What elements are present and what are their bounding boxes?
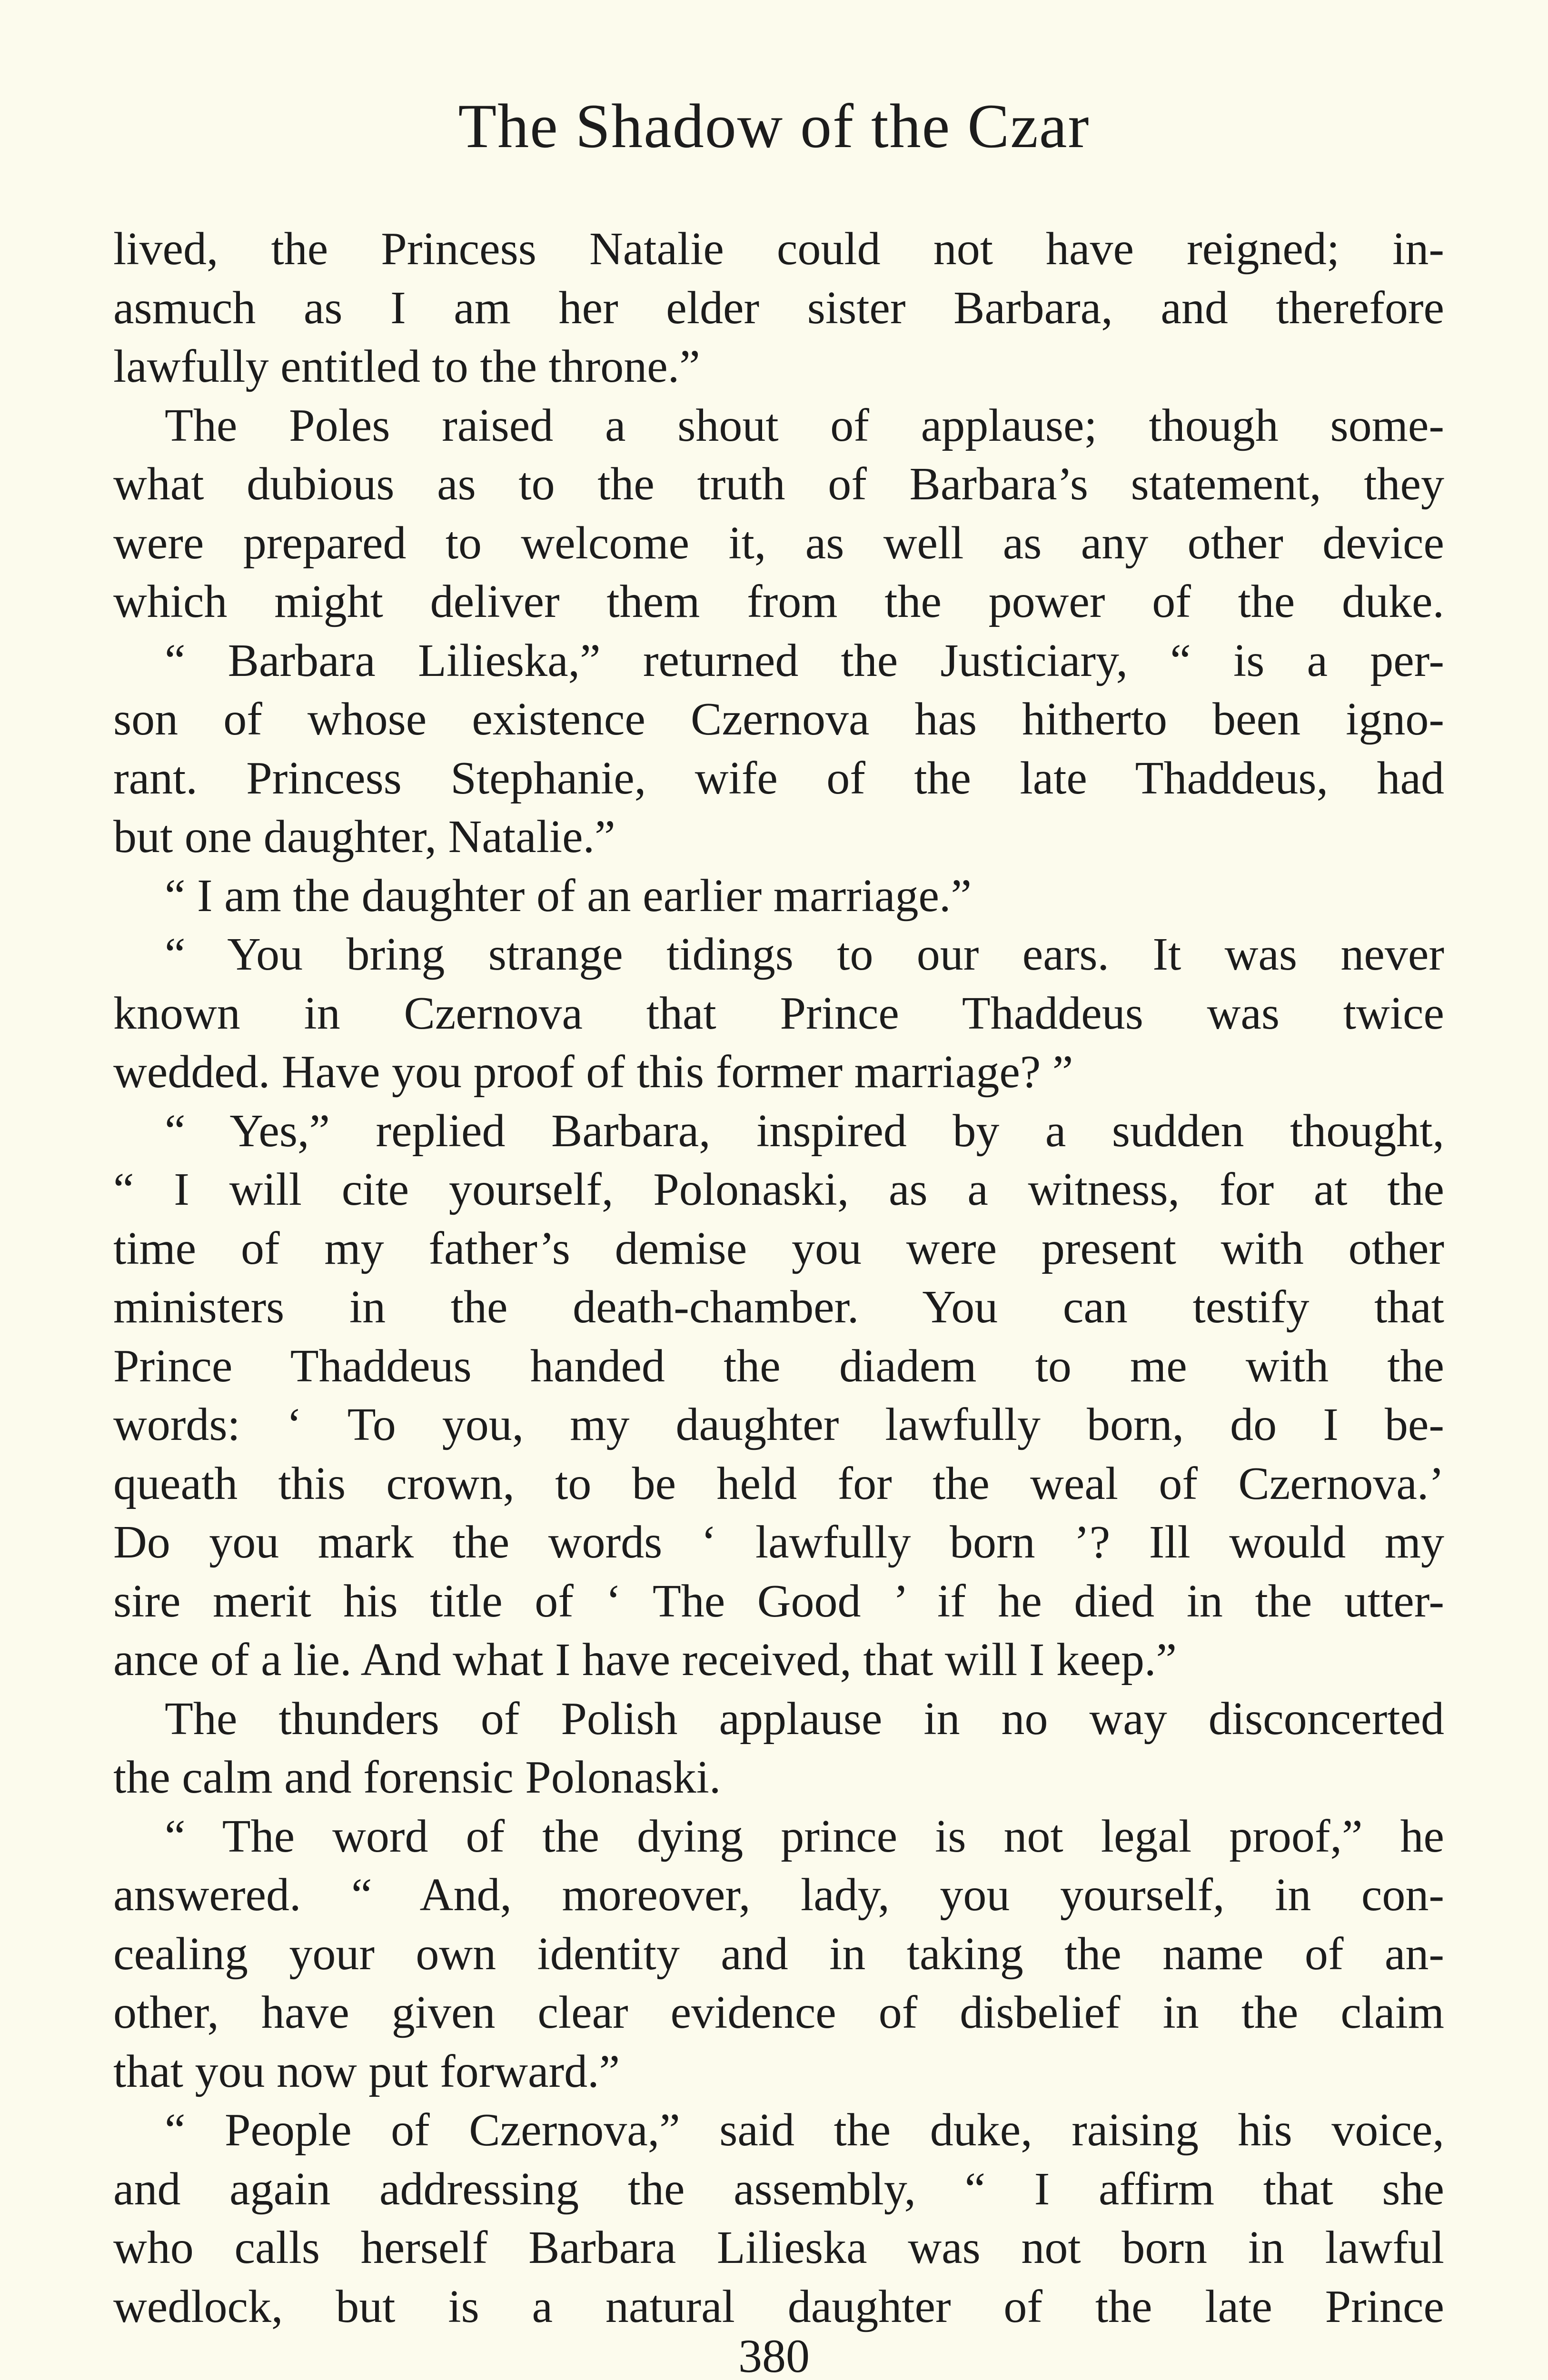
text-line: but one daughter, Natalie.” xyxy=(113,811,615,863)
text-line: wedded. Have you proof of this former marriage? ” xyxy=(113,1046,1073,1098)
text-line: other, have given clear evidence of disbelief in the claim xyxy=(113,1987,1444,2038)
text-line: time of my father’s demise you were present with other xyxy=(113,1222,1444,1274)
text-line: sire merit his title of ‘ The Good ’ if he died in the utter- xyxy=(113,1575,1444,1627)
text-line: Do you mark the words ‘ lawfully born ’? Ill would my xyxy=(113,1517,1444,1568)
text-line: “ I will cite yourself, Polonaski, as a witness, for at the xyxy=(113,1164,1444,1215)
text-line: lawfully entitled to the throne.” xyxy=(113,341,700,392)
text-line: Prince Thaddeus handed the diadem to me with the xyxy=(113,1340,1444,1392)
text-line: “ I am the daughter of an earlier marriage.” xyxy=(165,870,972,922)
text-line: “ The word of the dying prince is not legal proof,” he xyxy=(165,1810,1444,1862)
text-line: son of whose existence Czernova has hitherto been igno- xyxy=(113,694,1444,745)
text-line: words: ‘ To you, my daughter lawfully born, do I be- xyxy=(113,1399,1444,1450)
text-line: were prepared to welcome it, as well as any other device xyxy=(113,517,1444,569)
running-head: The Shadow of the Czar xyxy=(458,91,1090,161)
text-line: lived, the Princess Natalie could not have reigned; in- xyxy=(113,223,1444,275)
text-line: which might deliver them from the power of the duke. xyxy=(113,576,1444,627)
text-line: what dubious as to the truth of Barbara’s statement, they xyxy=(113,458,1444,510)
text-line: and again addressing the assembly, “ I affirm that she xyxy=(113,2163,1444,2215)
text-line: “ You bring strange tidings to our ears. It was never xyxy=(165,929,1444,980)
body-text xyxy=(113,220,1444,2336)
text-line: asmuch as I am her elder sister Barbara, and therefore xyxy=(113,282,1444,334)
page-number: 380 xyxy=(738,2330,810,2380)
text-line: “ Yes,” replied Barbara, inspired by a sudden thought, xyxy=(165,1105,1444,1157)
text-line: rant. Princess Stephanie, wife of the late Thaddeus, had xyxy=(113,752,1444,804)
text-line: known in Czernova that Prince Thaddeus was twice xyxy=(113,987,1444,1039)
text-line: cealing your own identity and in taking the name of an- xyxy=(113,1928,1444,1980)
text-line: answered. “ And, moreover, lady, you yourself, in con- xyxy=(113,1869,1444,1921)
text-line: “ Barbara Lilieska,” returned the Justiciary, “ is a per- xyxy=(165,635,1444,686)
text-line: The Poles raised a shout of applause; though some- xyxy=(165,399,1444,451)
text-line: the calm and forensic Polonaski. xyxy=(113,1752,721,1803)
text-line: ministers in the death-chamber. You can testify that xyxy=(113,1281,1444,1333)
text-line: “ People of Czernova,” said the duke, raising his voice, xyxy=(165,2104,1444,2156)
text-line: wedlock, but is a natural daughter of the late Prince xyxy=(113,2281,1444,2332)
text-line: that you now put forward.” xyxy=(113,2045,620,2097)
text-line: who calls herself Barbara Lilieska was not born in lawful xyxy=(113,2222,1444,2273)
text-line: The thunders of Polish applause in no way disconcerted xyxy=(165,1693,1444,1745)
text-line: ance of a lie. And what I have received, that will I keep.” xyxy=(113,1634,1177,1686)
text-line: queath this crown, to be held for the weal of Czernova.’ xyxy=(113,1458,1444,1509)
